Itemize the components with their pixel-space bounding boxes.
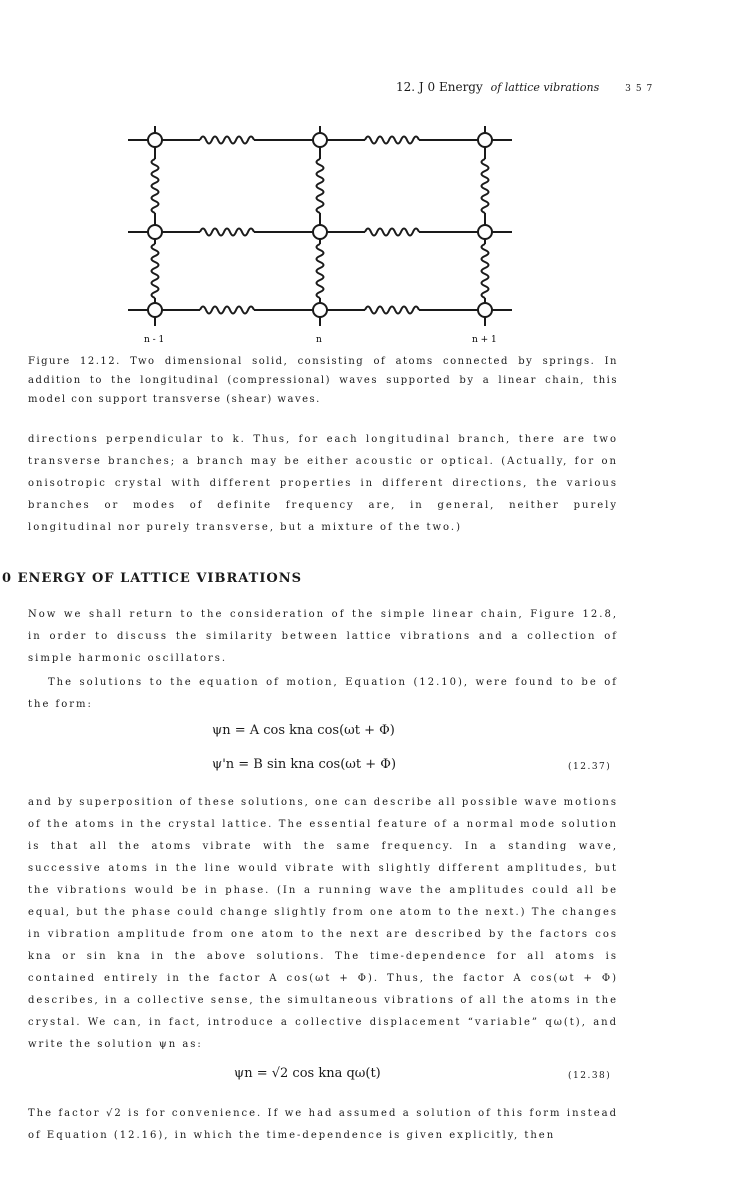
figure-caption: Figure 12.12. Two dimensional solid, consisting of atoms connected by springs. In addition to the longitudinal (compressional) waves supported by a linear chain, this model con support transverse (shear) waves. [28,356,618,405]
page-number: 357 [625,84,658,94]
paragraph-solutions-intro: The solutions to the equation of motion, Equation (12.10), were found to be of the form: [28,677,618,710]
section-heading: 0 ENERGY OF LATTICE VIBRATIONS [2,571,303,586]
running-header [396,80,657,94]
equation-number-12-37: (12.37) [568,762,612,772]
equation-psi-n: ψn = A cos kna cos(ωt + Φ) [212,723,395,738]
label-n-minus-1: n - 1 [144,335,165,345]
paragraph-normal-modes: and by superposition of these solutions, one can describe all possible wave motions of the atoms in the crystal lattice. The essential feature of a normal mode solution is that all the atoms vibrate with the same frequency. In a standing wave, successive atoms in the line would vibrate with slightly different amplitudes, but the vibrations would be in phase. (In a running wave the amplitudes could all be equal, but the phase could change slightly from one atom to the next.) The changes in vibration amplitude from one atom to the next are described by the factors cos kna or sin kna in the above solutions. The time-dependence for all atoms is contained entirely in the factor A cos(ωt + Φ). Thus, the factor A cos(ωt + Φ) describes, in a collective sense, the simultaneous vibrations of all the atoms in the crystal. We can, in fact, introduce a collective displacement “variable” qω(t), and write the solution ψn as: [28,797,618,1050]
equation-collective-variable: ψn = √2 cos kna qω(t) [234,1066,381,1081]
paragraph-linear-chain: Now we shall return to the consideration of the simple linear chain, Figure 12.8, in order to discuss the similarity between lattice vibrations and a collection of simple harmonic oscillators. [28,609,618,664]
equation-number-12-38: (12.38) [568,1071,612,1081]
equation-psi-prime-n: ψ'n = B sin kna cos(ωt + Φ) [212,757,397,772]
label-n-plus-1: n + 1 [472,335,497,345]
paragraph-factor-convenience: The factor √2 is for convenience. If we had assumed a solution of this form instead of Equation (12.16), in which the time-dependence is given explicitly, then [28,1108,618,1141]
header-section: 12. J 0 Energy [396,80,483,94]
figure-lattice-springs [120,120,520,346]
header-title: of lattice vibrations [490,81,600,94]
label-n: n [316,335,322,345]
paragraph-transverse-branches: directions perpendicular to k. Thus, for each longitudinal branch, there are two transverse branches; a branch may be either acoustic or optical. (Actually, for on onisotropic crystal with different properties in different directions, the various branches or modes of definite frequency are, in general, neither purely longitudinal nor purely transverse, but a mixture of the two.) [28,434,618,533]
